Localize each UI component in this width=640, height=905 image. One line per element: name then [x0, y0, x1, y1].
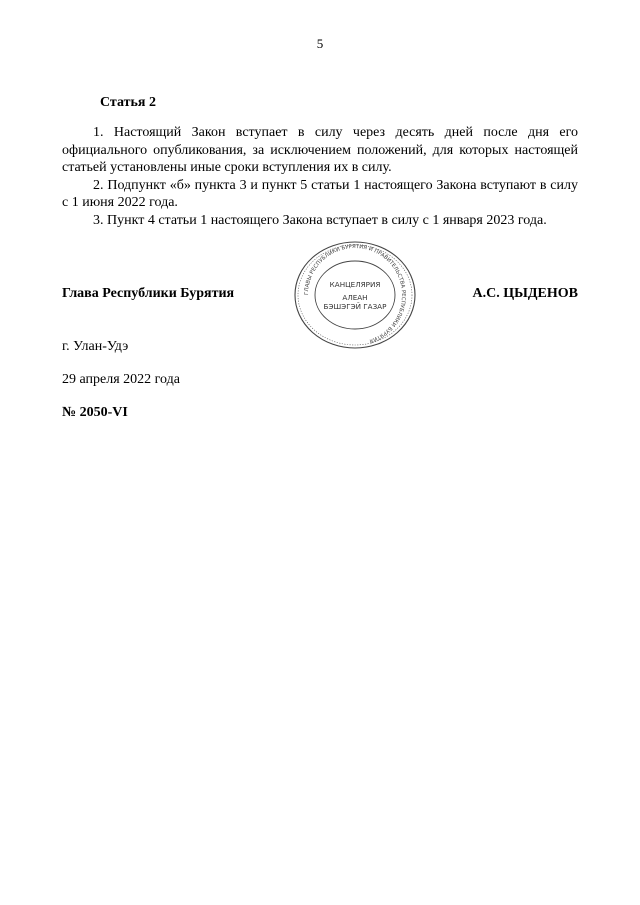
official-seal — [291, 240, 419, 350]
article-paragraph-2: 2. Подпункт «б» пункта 3 и пункт 5 статьи 1 настоящего Закона вступают в силу с 1 июня 2022 года. — [62, 177, 578, 210]
article-body — [62, 124, 578, 229]
signatory-position: Глава Республики Бурятия — [62, 286, 235, 301]
article-paragraph-1: 1. Настоящий Закон вступает в силу через десять дней после дня его официального опубликования, за исключением положений, для которых настоящей статьей установлены иные сроки вступления их в силу. — [62, 125, 578, 175]
document-number: № 2050-VI — [62, 405, 128, 420]
signatory-name: А.С. ЦЫДЕНОВ — [472, 286, 578, 301]
seal-line-3: БЭШЭГЭЙ ГАЗАР — [323, 302, 387, 311]
place-of-signing: г. Улан-Удэ — [62, 339, 129, 354]
seal-line-2: АЛЕАН — [342, 293, 368, 302]
seal-ring-text: ГЛАВЫ РЕСПУБЛИКИ БУРЯТИЯ И ПРАВИТЕЛЬСТВА РЕСПУБЛИКИ БУРЯТИЯ — [303, 243, 407, 344]
article-title: Статья 2 — [100, 95, 156, 110]
article-paragraph-3: 3. Пункт 4 статьи 1 настоящего Закона вступает в силу с 1 января 2023 года. — [93, 212, 547, 228]
seal-line-1: КАНЦЕЛЯРИЯ — [329, 280, 381, 289]
page-number: 5 — [316, 36, 324, 51]
signing-date: 29 апреля 2022 года — [62, 372, 180, 387]
